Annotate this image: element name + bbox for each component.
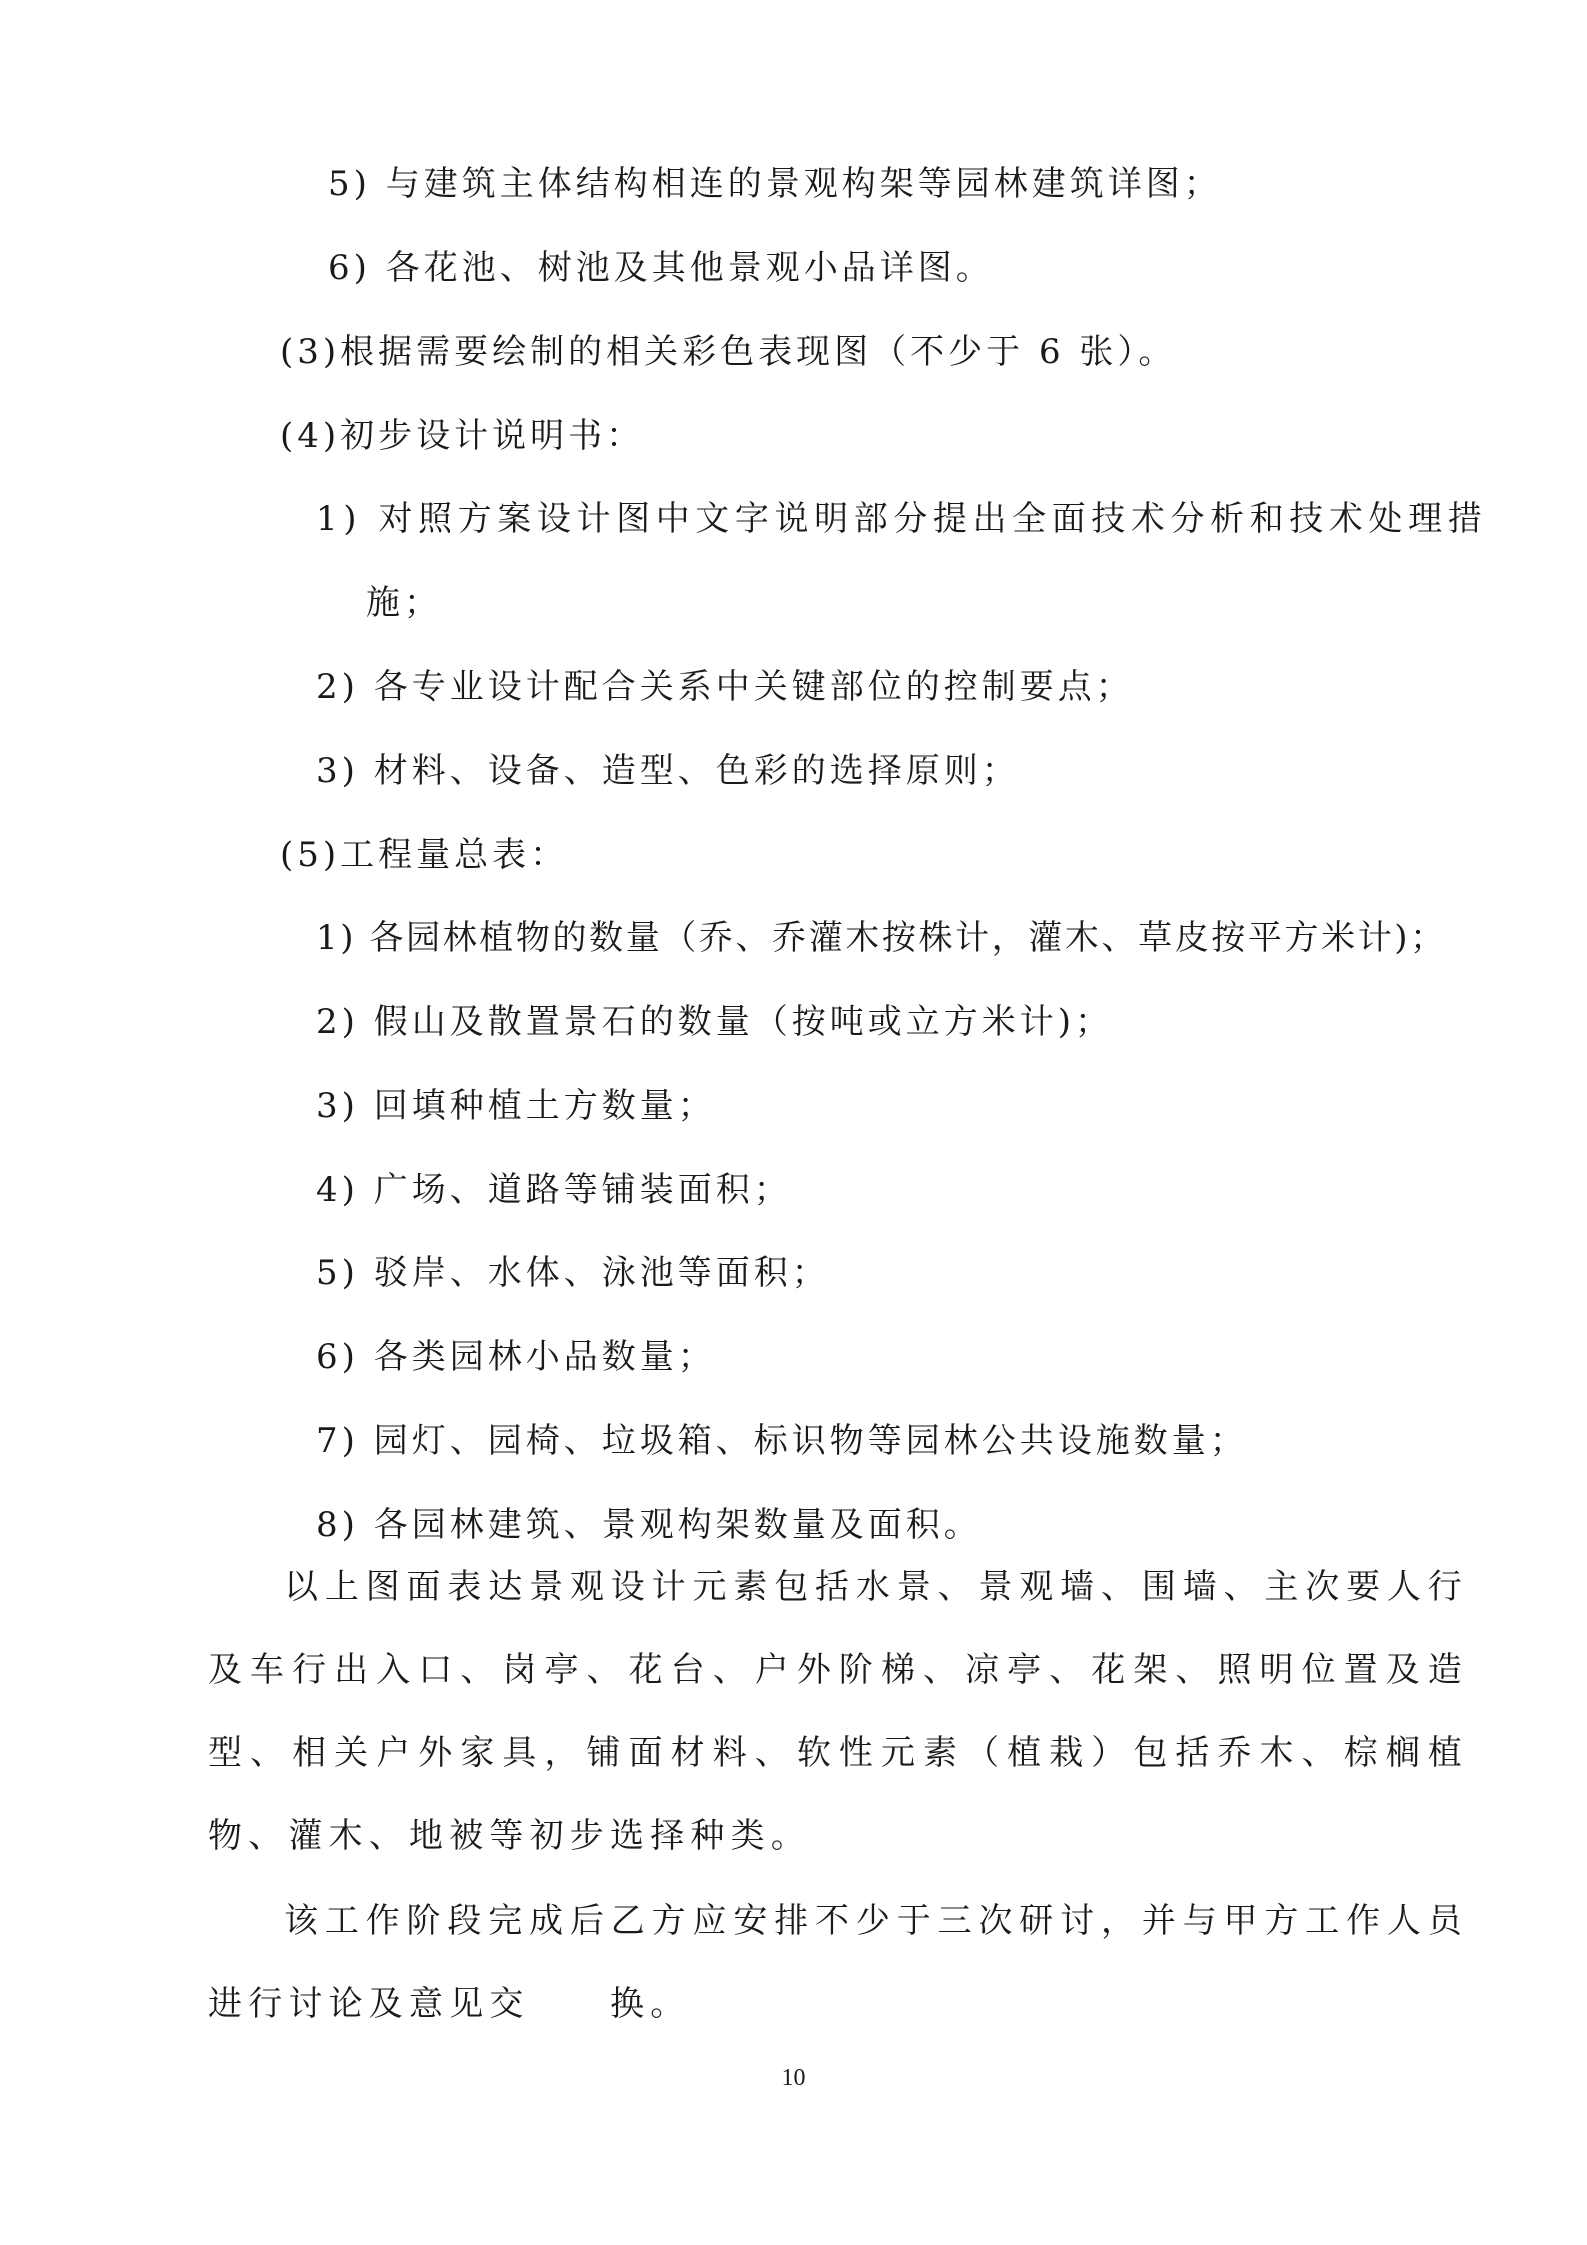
section-heading-4: (4)初步设计说明书： [280, 416, 645, 456]
item-line-13: 4) 广场、道路等铺装面积； [316, 1170, 792, 1210]
item-line-10: 1) 各园林植物的数量（乔、乔灌木按株计，灌木、草皮按平方米计)； [316, 918, 1447, 958]
section-heading-5: (5)工程量总表： [280, 835, 569, 875]
item-line-14: 5) 驳岸、水体、泳池等面积； [316, 1253, 830, 1293]
item-line-5: 1) 对照方案设计图中文字说明部分提出全面技术分析和技术处理措 [316, 499, 1488, 539]
item-line-7: 2) 各专业设计配合关系中关键部位的控制要点； [316, 667, 1134, 707]
item-line-11: 2) 假山及散置景石的数量（按吨或立方米计)； [316, 1002, 1113, 1042]
page-number: 10 [781, 2065, 806, 2091]
item-line-16: 7) 园灯、园椅、垃圾箱、标识物等园林公共设施数量； [316, 1421, 1248, 1461]
closing-paragraph: 该工作阶段完成后乙方应安排不少于三次研讨，并与甲方工作人员进行讨论及意见交 换。 [208, 1901, 1468, 2024]
item-line-17: 8) 各园林建筑、景观构架数量及面积。 [316, 1505, 982, 1545]
summary-paragraph: 以上图面表达景观设计元素包括水景、景观墙、围墙、主次要人行及车行出入口、岗亭、花台、户外阶梯、凉亭、花架、照明位置及造型、相关户外家具，铺面材料、软性元素（植栽）包括乔木、棕榈植物、灌木、地被等初步选择种类。 [208, 1567, 1468, 1856]
item-line-1: 5) 与建筑主体结构相连的景观构架等园林建筑详图； [328, 164, 1222, 204]
item-line-15: 6) 各类园林小品数量； [316, 1337, 716, 1377]
section-heading-3: (3)根据需要绘制的相关彩色表现图（不少于 6 张）。 [280, 332, 1177, 372]
item-line-2: 6) 各花池、树池及其他景观小品详图。 [328, 248, 994, 288]
item-line-8: 3) 材料、设备、造型、色彩的选择原则； [316, 751, 1020, 791]
item-line-12: 3) 回填种植土方数量； [316, 1086, 716, 1126]
item-line-6: 施； [366, 583, 442, 623]
